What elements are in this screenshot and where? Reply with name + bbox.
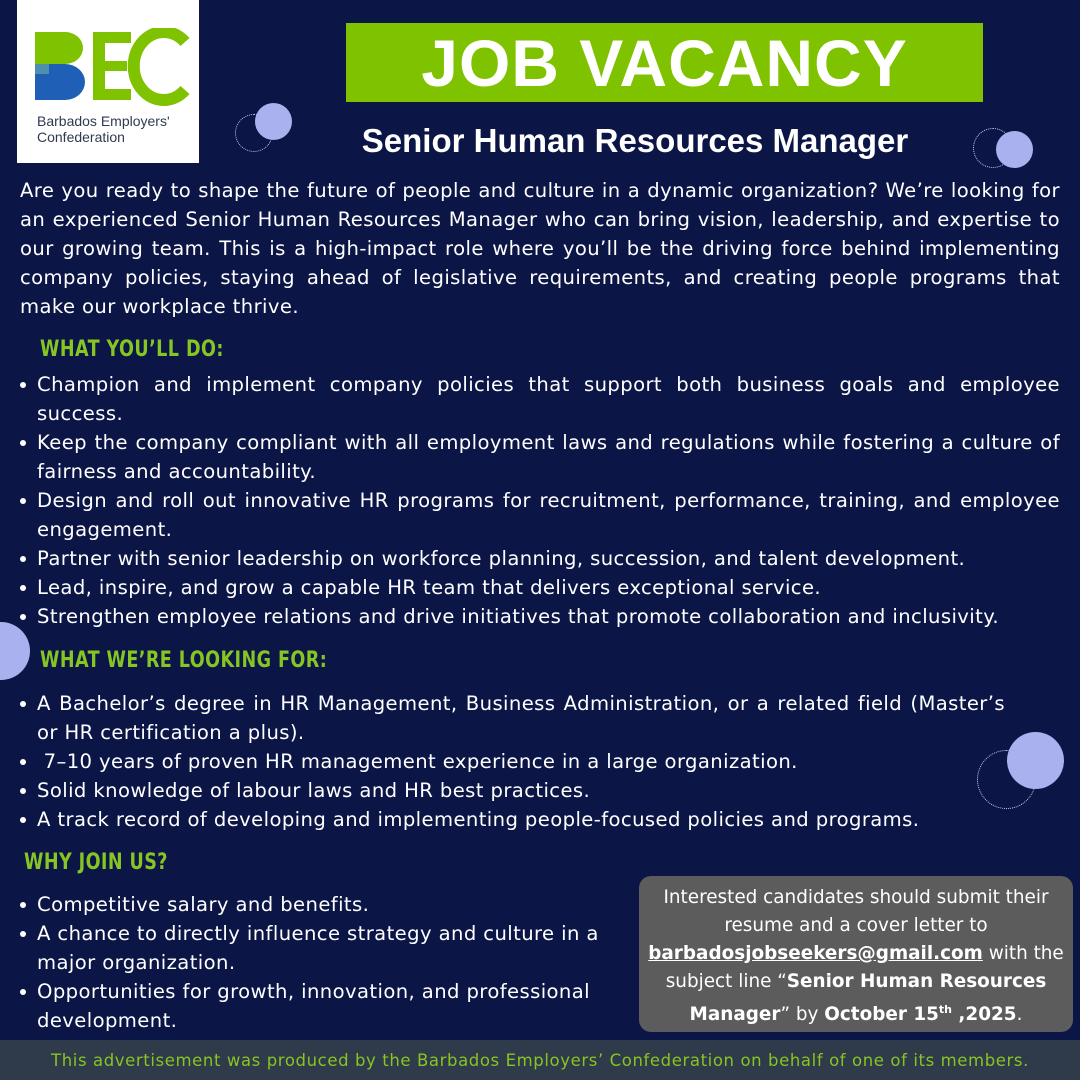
list-item: Lead, inspire, and grow a capable HR team that delivers exceptional service. bbox=[20, 573, 1060, 602]
apply-email-link[interactable]: barbadosjobseekers@gmail.com bbox=[648, 943, 983, 964]
section-heading-looking-for: WHAT WE’RE LOOKING FOR: bbox=[40, 648, 328, 673]
list-item: Opportunities for growth, innovation, and professional development. bbox=[20, 977, 630, 1035]
application-instructions bbox=[639, 876, 1073, 1032]
looking-for-list bbox=[20, 689, 1005, 834]
list-item: Champion and implement company policies that support both business goals and employee success. bbox=[20, 370, 1060, 428]
what-you-do-list bbox=[20, 370, 1060, 631]
apply-deadline bbox=[824, 1004, 1016, 1025]
deadline-suffix: th bbox=[938, 1003, 953, 1016]
list-item: Solid knowledge of labour laws and HR best practices. bbox=[20, 776, 1005, 805]
deadline-year: ,2025 bbox=[952, 1004, 1017, 1026]
bec-logo-mark bbox=[35, 28, 195, 108]
job-title: Senior Human Resources Manager bbox=[361, 122, 909, 159]
apply-text: Interested candidates should submit their resume and a cover letter to bbox=[663, 887, 1049, 936]
list-item: A track record of developing and implementing people-focused policies and programs. bbox=[20, 805, 1005, 834]
logo-subtitle-line1: Barbados Employers' bbox=[37, 113, 170, 129]
list-item: 7–10 years of proven HR management experience in a large organization. bbox=[20, 747, 1005, 776]
list-item: Strengthen employee relations and drive initiatives that promote collaboration and inclusivity. bbox=[20, 602, 1060, 631]
footer-text: This advertisement was produced by the Barbados Employers’ Confederation on behalf of one of its members. bbox=[51, 1050, 1029, 1070]
section-heading-why-join: WHY JOIN US? bbox=[24, 850, 168, 875]
deadline-day: October 15 bbox=[824, 1004, 939, 1026]
footer-bar bbox=[0, 1040, 1080, 1080]
list-item: Keep the company compliant with all employment laws and regulations while fostering a culture of fairness and accountability. bbox=[20, 428, 1060, 486]
list-item: A chance to directly influence strategy and culture in a major organization. bbox=[20, 919, 630, 977]
list-item: Design and roll out innovative HR programs for recruitment, performance, training, and employee engagement. bbox=[20, 486, 1060, 544]
why-join-list bbox=[20, 890, 630, 1035]
list-item: Competitive salary and benefits. bbox=[20, 890, 630, 919]
list-item: A Bachelor’s degree in HR Management, Business Administration, or a related field (Master’s or HR certification a plus). bbox=[20, 689, 1005, 747]
job-vacancy-banner bbox=[346, 23, 983, 102]
banner-title: JOB VACANCY bbox=[421, 25, 908, 100]
apply-text: . bbox=[1016, 1004, 1023, 1026]
apply-text: with the subject line “ bbox=[665, 943, 1064, 992]
list-item: Partner with senior leadership on workforce planning, succession, and talent development. bbox=[20, 544, 1060, 573]
logo-subtitle bbox=[37, 113, 207, 145]
logo-subtitle-line2: Confederation bbox=[37, 129, 125, 145]
intro-paragraph: Are you ready to shape the future of people and culture in a dynamic organization? We’re looking for an experienced Senior Human Resources Manager who can bring vision, leadership, and expertise to our growing team. This is a high-impact role where you’ll be the driving force behind implementing company policies, staying ahead of legislative requirements, and creating people programs that make our workplace thrive. bbox=[20, 179, 1060, 318]
apply-text: ” by bbox=[780, 1004, 819, 1026]
bec-logo bbox=[17, 0, 199, 163]
apply-subject: Senior Human Resources Manager bbox=[689, 971, 1047, 1026]
decor-circle bbox=[996, 131, 1033, 168]
decor-circle bbox=[255, 103, 292, 140]
section-heading-what-you-do: WHAT YOU’LL DO: bbox=[40, 337, 224, 362]
decor-circle bbox=[1007, 732, 1064, 789]
